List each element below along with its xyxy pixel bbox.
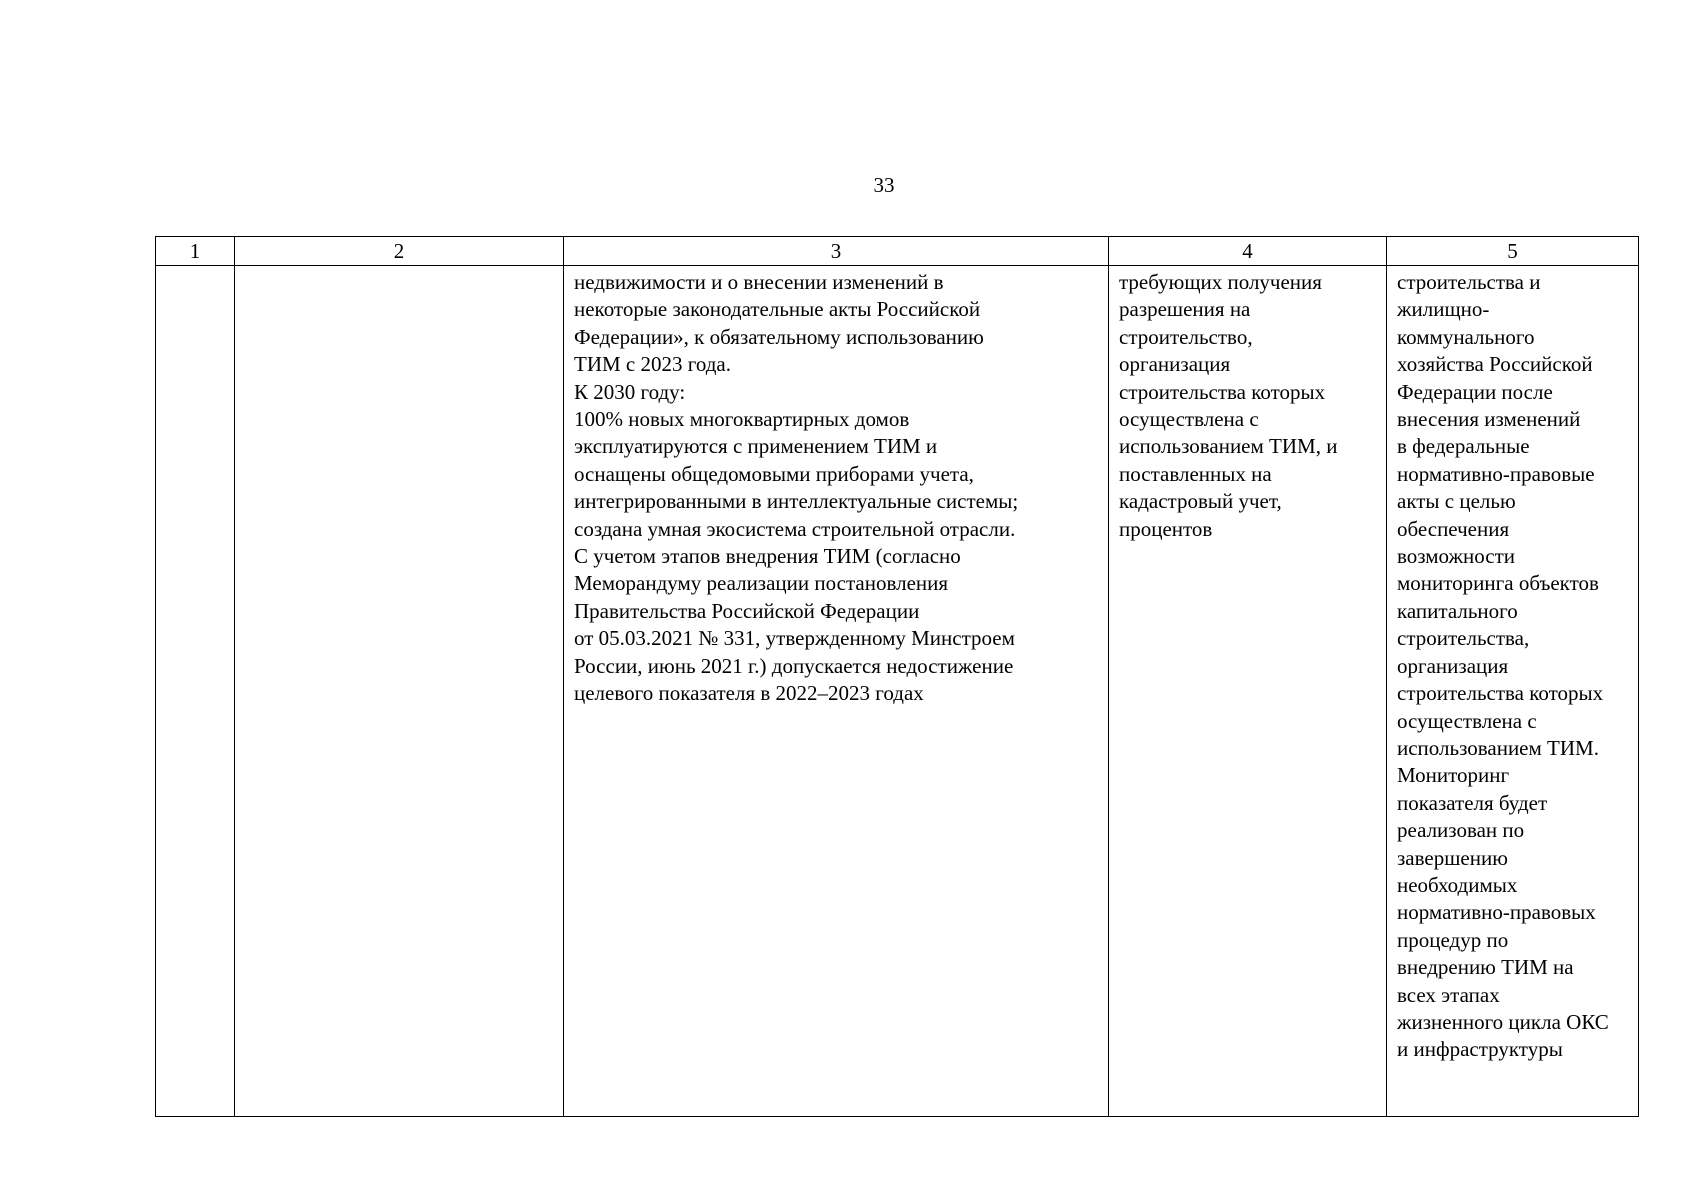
cell-text-line: требующих получения — [1119, 270, 1322, 294]
cell-text-line: С учетом этапов внедрения ТИМ (согласно — [574, 544, 961, 569]
cell-text-line: нормативно-правовые — [1397, 461, 1595, 486]
cell-text-line: 100% новых многоквартирных домов — [574, 407, 910, 432]
cell-text-line: обеспечения — [1397, 516, 1510, 541]
cell-text-line: процедур по — [1397, 927, 1509, 952]
cell-text-line: внедрению ТИМ на — [1397, 955, 1574, 980]
column-header-2: 2 — [235, 237, 564, 266]
cell-text-line: всех этапах — [1397, 982, 1500, 1007]
cell-col5 — [1387, 266, 1639, 1117]
cell-text-line: строительства которых — [1397, 681, 1604, 706]
cell-text-line: в федеральные — [1397, 434, 1530, 459]
cell-text-line: и инфраструктуры — [1397, 1037, 1563, 1062]
cell-text-line: эксплуатируются с применением ТИМ и — [574, 434, 938, 459]
cell-text-line: жизненного цикла ОКС — [1397, 1009, 1609, 1034]
cell-text-line: осуществлена с — [1397, 708, 1537, 733]
column-header-5: 5 — [1387, 237, 1639, 266]
cell-text-line: кадастровый учет, — [1119, 489, 1282, 514]
table-header-row — [156, 237, 1639, 266]
cell-col1 — [156, 266, 235, 1117]
table-row — [156, 266, 1639, 1117]
cell-text-line: строительства которых — [1119, 379, 1326, 404]
cell-text-line: разрешения на — [1119, 297, 1251, 322]
cell-text-line: Федерации после — [1397, 379, 1553, 404]
cell-text-line: нормативно-правовых — [1397, 900, 1596, 925]
cell-col2 — [235, 266, 564, 1117]
cell-text-line: необходимых — [1397, 872, 1518, 897]
cell-text-line: некоторые законодательные акты Российской — [574, 297, 981, 322]
document-table — [155, 236, 1639, 1117]
cell-text-line: капитального — [1397, 598, 1518, 623]
cell-text-line: оснащены общедомовыми приборами учета, — [574, 461, 974, 486]
cell-text-line: возможности — [1397, 544, 1516, 569]
cell-text-line: использованием ТИМ, и — [1119, 434, 1338, 459]
cell-col3-text — [564, 266, 1108, 708]
cell-text-line: создана умная экосистема строительной отрасли. — [574, 516, 1016, 541]
cell-text-line: недвижимости и о внесении изменений в — [574, 270, 944, 294]
cell-text-line: коммунального — [1397, 324, 1535, 349]
cell-text-line: жилищно- — [1397, 297, 1490, 322]
cell-text-line: поставленных на — [1119, 461, 1272, 486]
cell-text-line: от 05.03.2021 № 331, утвержденному Минстроем — [574, 626, 1015, 651]
cell-text-line: строительство, — [1119, 324, 1253, 349]
cell-text-line: завершению — [1397, 845, 1508, 870]
cell-text-line: Правительства Российской Федерации — [574, 598, 920, 623]
page-number: 33 — [873, 173, 895, 197]
cell-col4-text — [1109, 266, 1386, 543]
cell-text-line: целевого показателя в 2022–2023 годах — [574, 681, 924, 706]
cell-text-line: Меморандуму реализации постановления — [574, 571, 949, 596]
cell-text-line: организация — [1119, 352, 1231, 377]
cell-col3 — [564, 266, 1109, 1117]
cell-text-line: процентов — [1119, 516, 1213, 541]
cell-text-line: реализован по — [1397, 818, 1525, 843]
cell-text-line: Мониторинг — [1397, 763, 1510, 788]
cell-text-line: использованием ТИМ. — [1397, 735, 1599, 760]
cell-text-line: интегрированными в интеллектуальные системы; — [574, 489, 1019, 514]
cell-text-line: России, июнь 2021 г.) допускается недостижение — [574, 653, 1014, 678]
column-header-4: 4 — [1109, 237, 1387, 266]
cell-text-line: ТИМ с 2023 года. — [574, 352, 731, 377]
cell-text-line: внесения изменений — [1397, 407, 1581, 432]
cell-text-line: организация — [1397, 653, 1509, 678]
cell-text-line: показателя будет — [1397, 790, 1548, 815]
cell-col4 — [1109, 266, 1387, 1117]
cell-text-line: мониторинга объектов — [1397, 571, 1599, 596]
cell-text-line: строительства и — [1397, 270, 1541, 294]
cell-text-line: строительства, — [1397, 626, 1530, 651]
cell-text-line: акты с целью — [1397, 489, 1516, 514]
column-header-1: 1 — [156, 237, 235, 266]
cell-text-line: К 2030 году: — [574, 379, 686, 404]
column-header-3: 3 — [564, 237, 1109, 266]
cell-text-line: хозяйства Российской — [1397, 352, 1593, 377]
cell-text-line: Федерации», к обязательному использованию — [574, 324, 984, 349]
cell-col5-text — [1387, 266, 1638, 1064]
cell-text-line: осуществлена с — [1119, 407, 1259, 432]
